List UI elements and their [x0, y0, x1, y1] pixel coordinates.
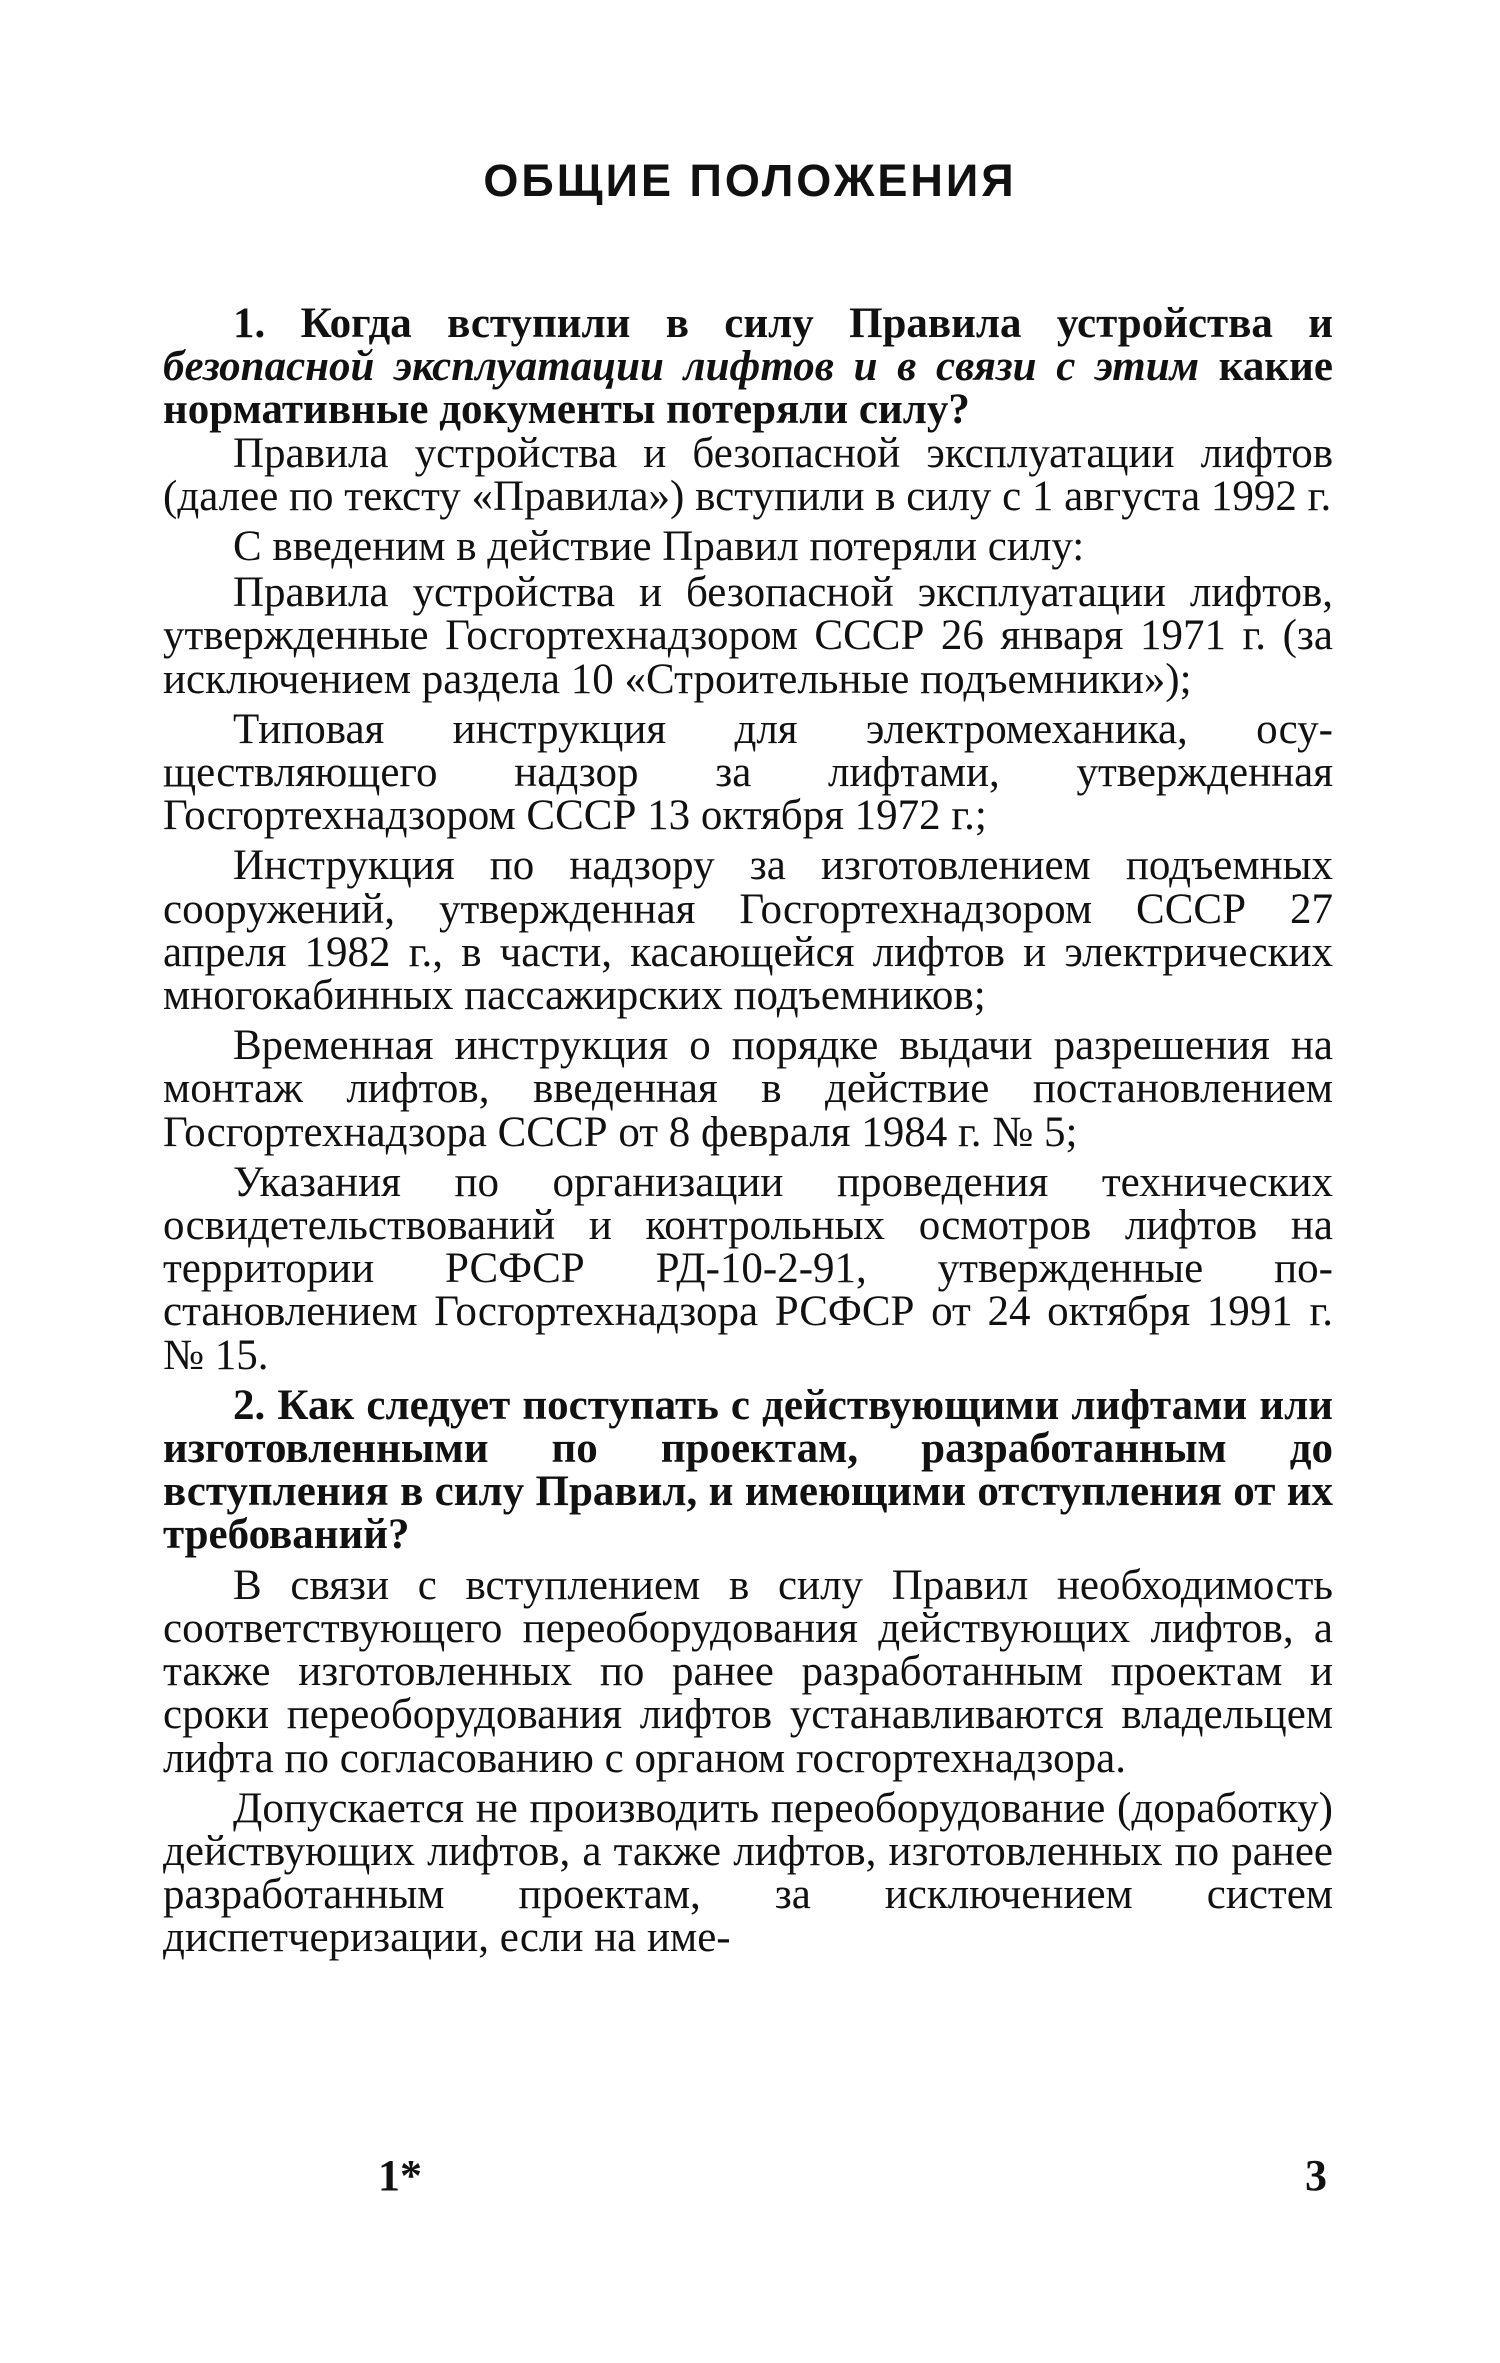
question-1-text-end: какие нормативные документы потеряли силу? — [163, 343, 1333, 434]
answer-1-paragraph: Указания по организации проведения технических освидетельствований и контрольных осмотров лифтов на территории РСФСР РД-10-2-91, утвержденные постановлением Госгортехнадзора РСФСР от 24 октября 1991 г. № 15. — [163, 1158, 1333, 1379]
question-1-text-start: Когда вступили в силу Правила устройства и — [300, 300, 1333, 347]
question-1 — [163, 302, 1333, 432]
question-2: 2. Как следует поступать с действующими лифтами или изготовленными по проектам, разработанным до вступления в силу Правил, и имеющими отступления от их требований? — [163, 1381, 1333, 1559]
question-1-italic-text: безопасной эксплуатации лифтов и в связи с этим — [163, 343, 1200, 391]
answer-1-paragraph: С введеним в действие Правил потеряли силу: — [233, 523, 1085, 571]
answer-1-paragraph: Правила устройства и безопасной эксплуатации лифтов, утвержденные Госгортехнадзором СССР 26 января 1971 г. (за исключением раздела 10 «Строительные подъемники»); — [163, 569, 1333, 703]
answer-2-paragraph: Допускается не производить переоборудование (доработку) действующих лифтов, а также лифтов, изготовленных по ранее разработанным проектам, за исключением систем диспетчеризации, если на име- — [163, 1784, 1333, 1962]
answer-1-paragraph: Типовая инструкция для электромеханика, осуществляющего надзор за лифтами, утвержденная Госгортехнадзором СССР 13 октября 1972 г.; — [163, 705, 1333, 840]
answer-1-paragraph: Временная инструкция о порядке выдачи разрешения на монтаж лифтов, введенная в действие постановлением Госгортехнадзора СССР от 8 февраля 1984 г. № 5; — [163, 1022, 1333, 1156]
question-1-number: 1. — [233, 300, 301, 347]
answer-1-paragraph: Инструкция по надзору за изготовлением подъемных сооружений, утвержденная Госгортехнадзором СССР 27 апреля 1982 г., в части, касающейся лифтов и электрических многокабинных пассажирских подъемников; — [163, 842, 1333, 1020]
answer-2-paragraph: В связи с вступлением в силу Правил необходимость соответствующего переоборудования действующих лифтов, а также изготовленных по ранее разработанным проектам и сроки переоборудования лифтов устанавливаются владельцем лифта по согласованию с органом госгортехнадзора. — [163, 1561, 1333, 1782]
signature-mark: 1* — [378, 2151, 422, 2200]
section-heading: ОБЩИЕ ПОЛОЖЕНИЯ — [483, 155, 1017, 206]
answer-1-paragraph: Правила устройства и безопасной эксплуатации лифтов (далее по тексту «Правила») вступили в силу с 1 августа 1992 г. — [163, 429, 1333, 520]
page-number: 3 — [1305, 2151, 1327, 2200]
text-column — [163, 302, 1333, 1960]
